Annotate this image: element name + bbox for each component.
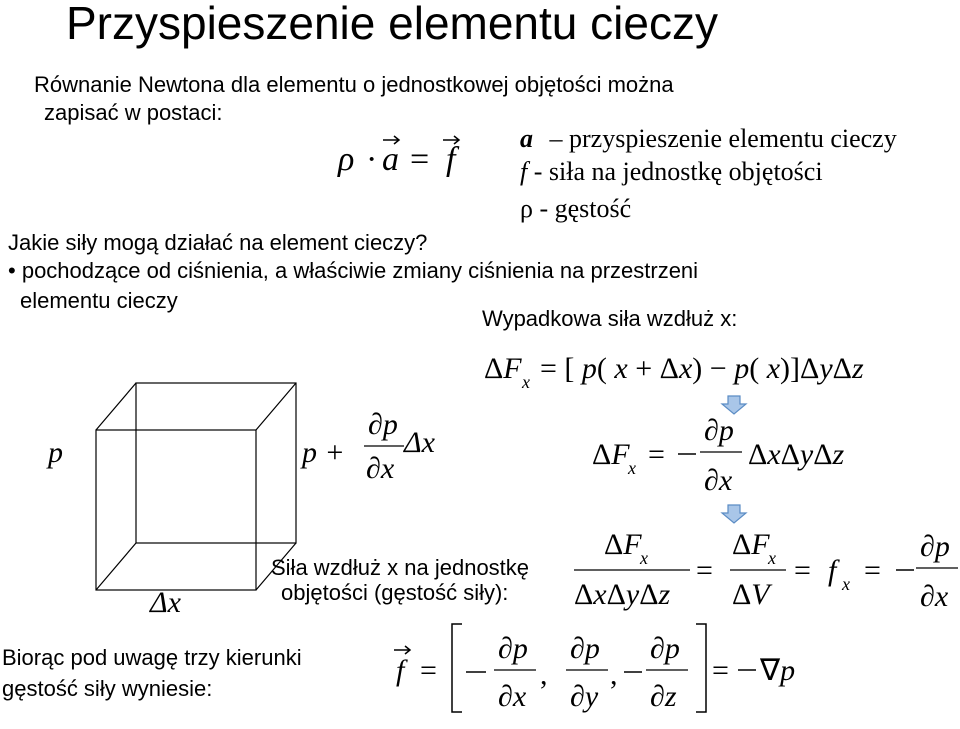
svg-text:x: x <box>842 574 850 594</box>
eq3-dp: ∂p <box>920 530 950 563</box>
cube-p-left: p <box>48 436 63 469</box>
svg-text:∂z: ∂z <box>650 680 677 713</box>
nabla-symbol: ∇p <box>760 654 796 687</box>
cube-dx-den: ∂x <box>366 452 395 485</box>
eq3-eq3: = <box>864 554 881 587</box>
fluid-element-cube <box>96 383 296 590</box>
legend-a-symbol: a <box>520 124 533 153</box>
eq3-eq1: = <box>696 554 713 587</box>
eq2-dx: ∂x <box>704 464 733 497</box>
equation-delta-f <box>484 352 864 392</box>
legend-a-text: przyspieszenie elementu cieczy <box>569 124 897 153</box>
page-title: Przyspieszenie elementu cieczy <box>66 0 718 49</box>
legend-rho-symbol: ρ <box>520 194 533 223</box>
left-bracket <box>452 624 462 712</box>
eq1-dF: ΔF <box>484 352 522 385</box>
eq3-den: ΔxΔyΔz <box>574 578 671 611</box>
three-dir-label-1: Biorąc pod uwagę trzy kierunki <box>2 645 302 670</box>
svg-text:x: x <box>768 548 776 568</box>
eq2-eq: = <box>648 438 665 471</box>
newton-dot: · <box>366 141 378 178</box>
eq1-rhs: = [ p( x + Δx) − p( x)]ΔyΔz <box>540 352 864 385</box>
legend-rho-text: - gęstość <box>539 194 632 223</box>
eq2-sub-x: x <box>628 458 636 478</box>
question-text: Jakie siły mogą działać na element cieczy? <box>8 230 428 255</box>
right-bracket <box>696 624 706 712</box>
intro-line-2: zapisać w postaci: <box>44 100 223 125</box>
bullet-line-2: elementu cieczy <box>20 288 178 313</box>
eq3-num: ΔF <box>604 528 642 561</box>
resultant-label: Wypadkowa siła wzdłuż x: <box>482 306 738 331</box>
eq2-dF: ΔF <box>592 438 630 471</box>
equation-delta-f-gradient <box>592 414 845 497</box>
cube-p-plus: p + <box>302 436 345 469</box>
svg-text:=: = <box>712 654 729 687</box>
eq3-f: f <box>828 554 837 587</box>
svg-text:=: = <box>420 654 437 687</box>
equation-gradient-vector <box>394 624 795 713</box>
eq3-dV: ΔV <box>732 578 770 611</box>
cube-dx-right: Δx <box>404 426 435 459</box>
legend-a: a – przyspieszenie elementu cieczy <box>520 124 897 153</box>
eq3-num2: ΔF <box>732 528 770 561</box>
newton-a: a <box>382 141 399 178</box>
cube-dx: Δx <box>150 586 181 619</box>
svg-text:x: x <box>640 548 648 568</box>
newton-f: f <box>446 141 456 178</box>
eq1-sub-x: x <box>522 372 530 392</box>
eq3-eq2: = <box>794 554 811 587</box>
equation-force-density <box>574 528 958 613</box>
svg-text:∂p: ∂p <box>498 632 528 665</box>
svg-text:∂p: ∂p <box>650 632 680 665</box>
svg-text:,: , <box>540 658 548 691</box>
bullet-marker: • <box>8 258 16 283</box>
per-volume-label-2: objętości (gęstość siły): <box>281 580 509 605</box>
vector-arrow-icon <box>394 646 410 654</box>
cube-right-pressure <box>300 408 436 485</box>
per-volume-label-1: Siła wzdłuż x na jednostkę <box>271 555 530 580</box>
eq2-dp: ∂p <box>704 414 734 447</box>
cube-dp: ∂p <box>368 408 398 441</box>
bullet-text-1: pochodzące od ciśnienia, a właściwie zmiany ciśnienia na przestrzeni <box>21 258 699 283</box>
svg-text:,: , <box>610 658 618 691</box>
legend-f-text: - siła na jednostkę objętości <box>533 157 823 186</box>
eq4-f: f <box>396 654 405 687</box>
eq3-dx: ∂x <box>920 580 949 613</box>
newton-rho: ρ <box>338 141 355 178</box>
intro-line-1: Równanie Newtona dla elementu o jednostkowej objętości można <box>34 72 674 97</box>
eq2-dxdydz: ΔxΔyΔz <box>748 438 845 471</box>
svg-text:∂x: ∂x <box>498 680 527 713</box>
three-dir-label-2: gęstość siły wyniesie: <box>2 676 213 701</box>
legend-f-symbol: f <box>520 157 528 186</box>
svg-text:∂y: ∂y <box>570 680 599 713</box>
newton-eq: = <box>410 141 430 178</box>
svg-text:∂p: ∂p <box>570 632 600 665</box>
newton-equation <box>337 136 460 178</box>
